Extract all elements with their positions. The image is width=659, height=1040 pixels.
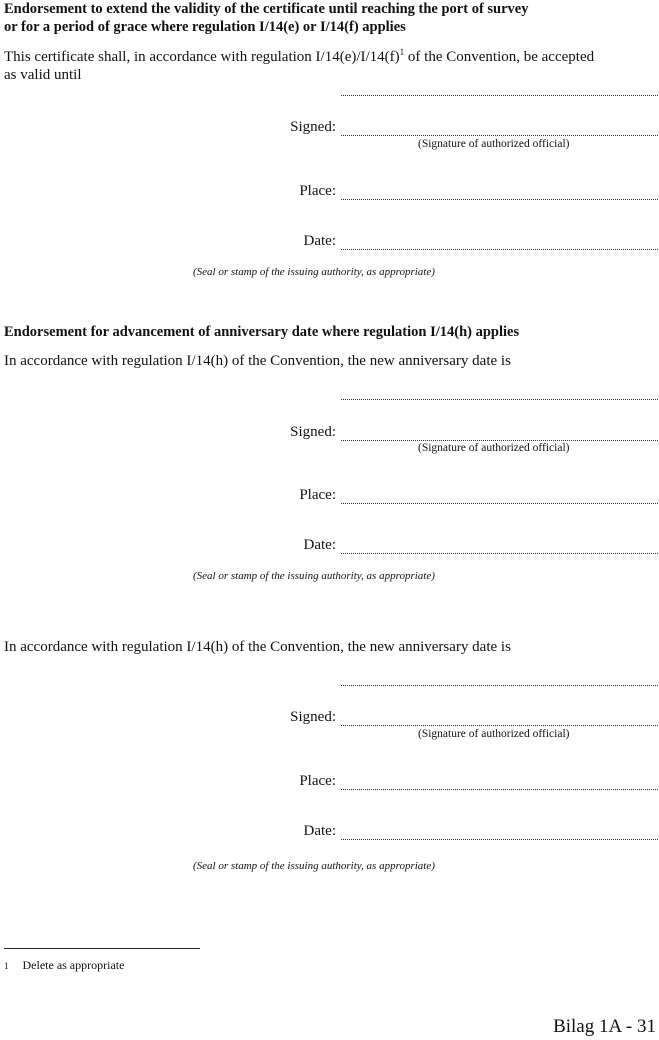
section3-paragraph: In accordance with regulation I/14(h) of the Convention, the new anniversary date is [4, 639, 511, 655]
section1-text-after-ref: of the Convention, be accepted [404, 49, 595, 65]
section2-signed-label: Signed: [290, 424, 336, 440]
section1-date-label: Date: [303, 233, 336, 249]
footnote-text: Delete as appropriate [22, 958, 125, 972]
section2-date-field[interactable] [341, 553, 658, 554]
section1-signed-label: Signed: [290, 119, 336, 135]
page-number: Bilag 1A - 31 [553, 1016, 656, 1037]
section3-place-field[interactable] [341, 789, 658, 790]
section3-signature-field[interactable] [341, 725, 658, 726]
section2-anniversary-date-field[interactable] [341, 399, 658, 400]
section2-signature-field[interactable] [341, 440, 658, 441]
section1-place-label: Place: [299, 183, 336, 199]
section2-seal-note: (Seal or stamp of the issuing authority, as appropriate) [193, 570, 435, 582]
section1-heading-line1: Endorsement to extend the validity of the certificate until reaching the port of survey [4, 1, 529, 17]
section3-place-label: Place: [299, 773, 336, 789]
section1-place-field[interactable] [341, 199, 658, 200]
section3-signed-label: Signed: [290, 709, 336, 725]
section1-valid-until-field[interactable] [341, 95, 658, 96]
section1-paragraph-line1 [4, 49, 594, 66]
section2-signature-note: (Signature of authorized official) [418, 442, 570, 454]
footnote-divider [4, 948, 200, 949]
section3-date-label: Date: [303, 823, 336, 839]
section1-heading-line2: or for a period of grace where regulation I/14(e) or I/14(f) applies [4, 19, 406, 35]
section2-place-label: Place: [299, 487, 336, 503]
section1-text-before-ref: This certificate shall, in accordance with regulation I/14(e)/I/14(f) [4, 49, 400, 65]
footnote-reference: 1 [399, 47, 405, 57]
section2-date-label: Date: [303, 537, 336, 553]
footnote-number: 1 [4, 961, 9, 971]
section3-date-field[interactable] [341, 839, 658, 840]
section1-date-field[interactable] [341, 249, 658, 250]
section3-signature-note: (Signature of authorized official) [418, 728, 570, 740]
section1-signature-field[interactable] [341, 135, 658, 136]
section1-seal-note: (Seal or stamp of the issuing authority, as appropriate) [193, 266, 435, 278]
section3-anniversary-date-field[interactable] [341, 685, 658, 686]
section1-paragraph-line2: as valid until [4, 67, 82, 83]
section3-seal-note: (Seal or stamp of the issuing authority, as appropriate) [193, 860, 435, 872]
section2-heading: Endorsement for advancement of anniversary date where regulation I/14(h) applies [4, 324, 520, 340]
section2-paragraph: In accordance with regulation I/14(h) of the Convention, the new anniversary date is [4, 353, 511, 369]
footnote [4, 958, 124, 973]
section1-signature-note: (Signature of authorized official) [418, 138, 570, 150]
section2-place-field[interactable] [341, 503, 658, 504]
